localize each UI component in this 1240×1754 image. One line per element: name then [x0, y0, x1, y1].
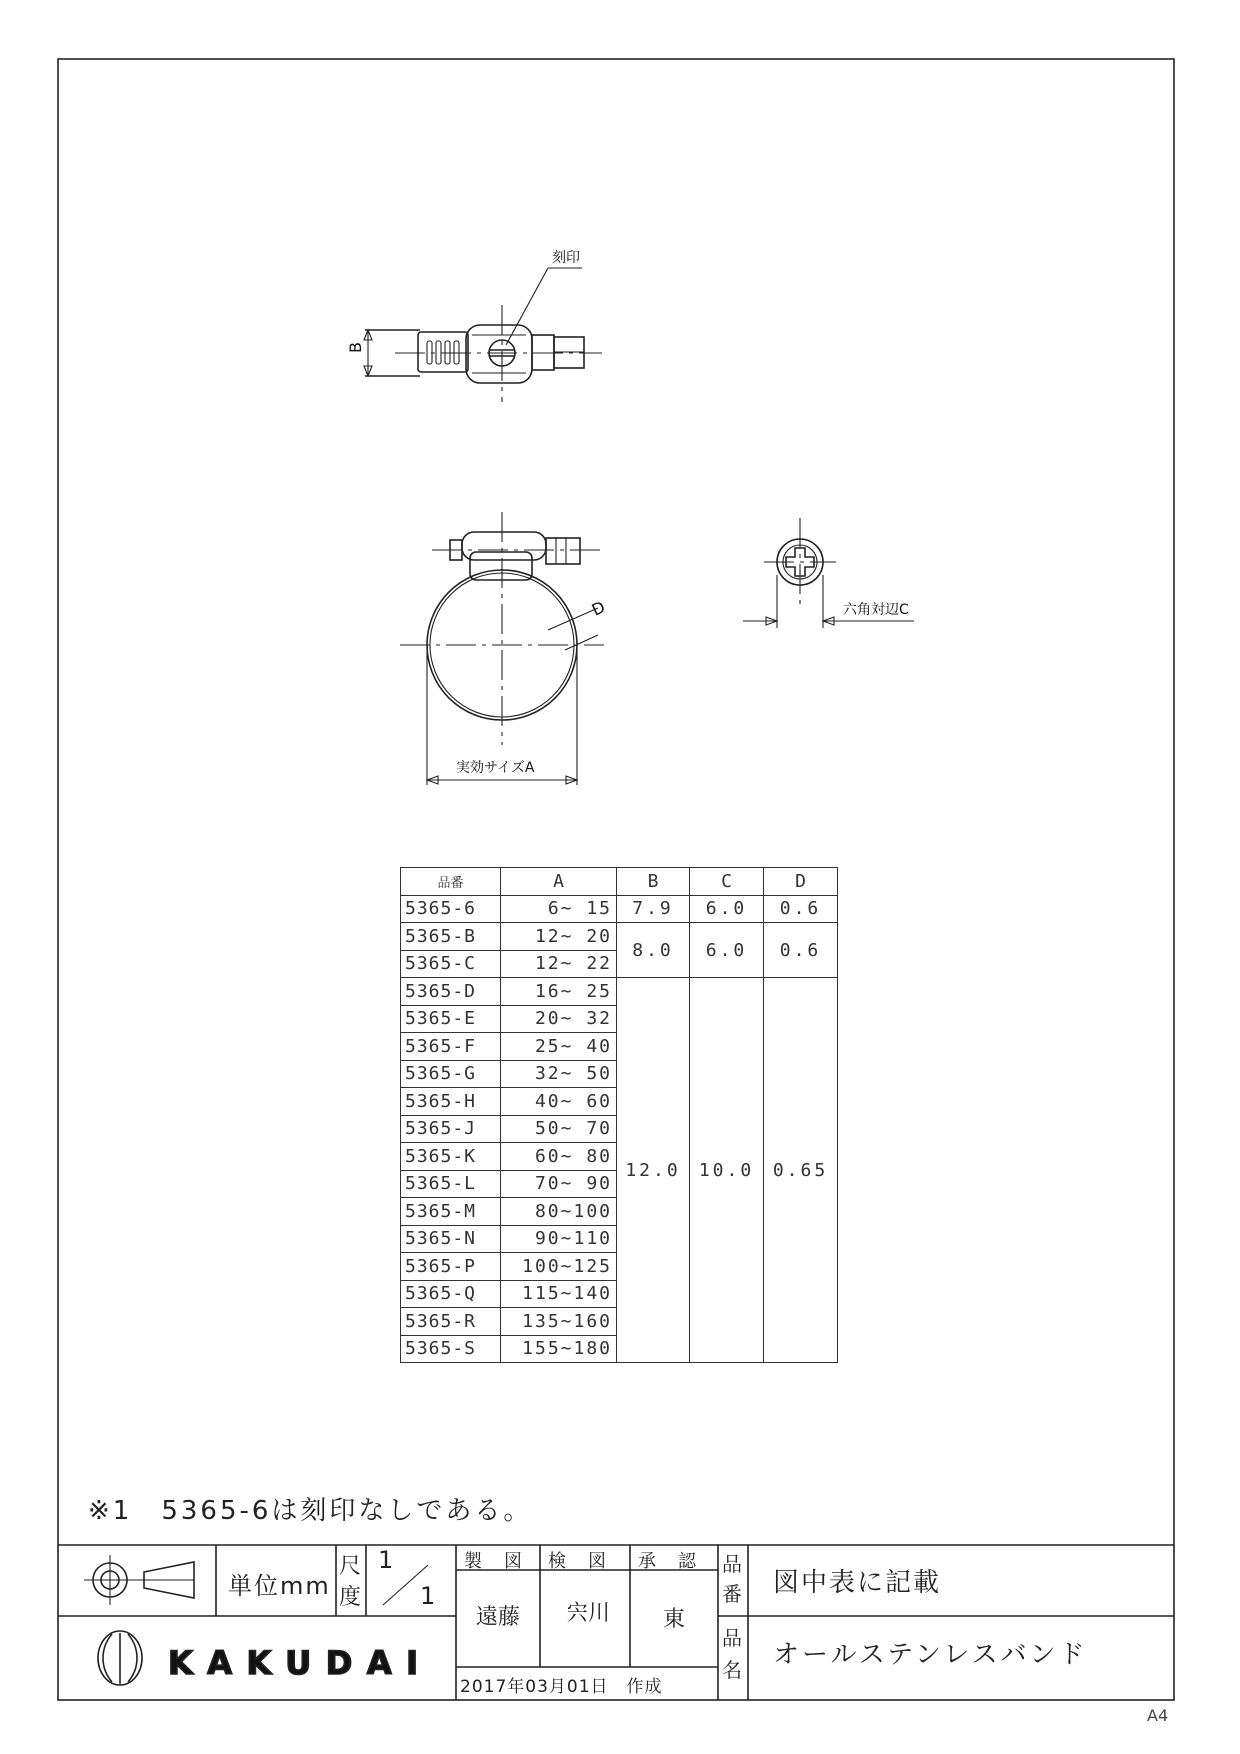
size-a-cell: 16~ 25 [501, 978, 617, 1006]
size-d-cell: 0.6 [764, 923, 838, 978]
spec-table [400, 867, 838, 1363]
product-name-label-1: 品 [722, 1626, 742, 1650]
table-row [401, 978, 838, 1006]
size-a-cell: 90~110 [501, 1225, 617, 1253]
part-no-value: 図中表に記載 [773, 1568, 942, 1598]
part-no-cell: 5365-H [401, 1088, 501, 1116]
drafter-name: 遠藤 [476, 1605, 521, 1630]
size-a-cell: 70~ 90 [501, 1170, 617, 1198]
checked-by-header: 検 図 [548, 1551, 608, 1572]
product-name-value: オールステンレスバンド [773, 1640, 1088, 1670]
part-no-cell: 5365-M [401, 1198, 501, 1226]
part-no-cell: 5365-D [401, 978, 501, 1006]
part-no-cell: 5365-L [401, 1170, 501, 1198]
clamp-side-view [743, 518, 914, 628]
size-c-cell: 6.0 [690, 923, 764, 978]
part-no-label-2: 番 [722, 1582, 742, 1606]
clamp-top-view [346, 250, 602, 402]
part-no-label-1: 品 [722, 1552, 742, 1576]
dim-b-label: B [346, 342, 365, 353]
size-b-cell: 7.9 [617, 895, 690, 923]
size-a-cell: 6~ 15 [501, 895, 617, 923]
size-a-cell: 60~ 80 [501, 1143, 617, 1171]
engraving-note: ※1 5365-6は刻印なしである。 [88, 1496, 533, 1526]
engraving-label: 刻印 [552, 250, 580, 266]
table-row [401, 923, 838, 951]
approved-by-header: 承 認 [638, 1551, 698, 1572]
part-no-cell: 5365-B [401, 923, 501, 951]
company-logo-text: KAKUDAI [168, 1644, 424, 1682]
size-a-cell: 32~ 50 [501, 1060, 617, 1088]
header-b: B [617, 868, 690, 896]
size-a-cell: 20~ 32 [501, 1005, 617, 1033]
part-no-cell: 5365-G [401, 1060, 501, 1088]
table-row [401, 895, 838, 923]
size-a-cell: 50~ 70 [501, 1115, 617, 1143]
scale-label-2: 度 [339, 1585, 362, 1610]
part-no-cell: 5365-Q [401, 1280, 501, 1308]
header-part-no: 品番 [401, 868, 501, 896]
kakudai-logo-mark [98, 1631, 142, 1685]
part-no-cell: 5365-E [401, 1005, 501, 1033]
size-a-cell: 80~100 [501, 1198, 617, 1226]
size-b-cell: 8.0 [617, 923, 690, 978]
size-d-cell: 0.6 [764, 895, 838, 923]
size-d-cell: 0.65 [764, 978, 838, 1363]
header-c: C [690, 868, 764, 896]
dim-c-label: 六角対辺C [843, 602, 909, 618]
size-a-cell: 40~ 60 [501, 1088, 617, 1116]
paper-size: A4 [1147, 1706, 1169, 1725]
unit-label: 単位mm [228, 1572, 331, 1600]
size-b-cell: 12.0 [617, 978, 690, 1363]
part-no-cell: 5365-P [401, 1253, 501, 1281]
size-c-cell: 10.0 [690, 978, 764, 1363]
part-no-cell: 5365-J [401, 1115, 501, 1143]
clamp-front-view [400, 512, 608, 785]
size-a-cell: 155~180 [501, 1335, 617, 1363]
made-by-header: 製 図 [464, 1551, 524, 1572]
header-a: A [501, 868, 617, 896]
part-no-cell: 5365-R [401, 1308, 501, 1336]
size-c-cell: 6.0 [690, 895, 764, 923]
part-no-cell: 5365-K [401, 1143, 501, 1171]
scale-numerator: 1 [378, 1546, 394, 1574]
scale-denominator: 1 [420, 1582, 436, 1610]
dim-d-label: D [588, 597, 608, 620]
part-no-cell: 5365-F [401, 1033, 501, 1061]
size-a-cell: 12~ 20 [501, 923, 617, 951]
dim-a-label: 実効サイズA [456, 760, 535, 776]
part-no-cell: 5365-S [401, 1335, 501, 1363]
creation-date: 2017年03月01日 作成 [460, 1677, 663, 1697]
size-a-cell: 115~140 [501, 1280, 617, 1308]
size-a-cell: 25~ 40 [501, 1033, 617, 1061]
scale-label-1: 尺 [339, 1554, 362, 1579]
header-d: D [764, 868, 838, 896]
checker-name: 宍川 [566, 1601, 611, 1626]
approver-name: 東 [663, 1607, 686, 1632]
product-name-label-2: 名 [722, 1658, 742, 1682]
size-a-cell: 100~125 [501, 1253, 617, 1281]
part-no-cell: 5365-6 [401, 895, 501, 923]
size-a-cell: 12~ 22 [501, 950, 617, 978]
part-no-cell: 5365-C [401, 950, 501, 978]
size-a-cell: 135~160 [501, 1308, 617, 1336]
part-no-cell: 5365-N [401, 1225, 501, 1253]
